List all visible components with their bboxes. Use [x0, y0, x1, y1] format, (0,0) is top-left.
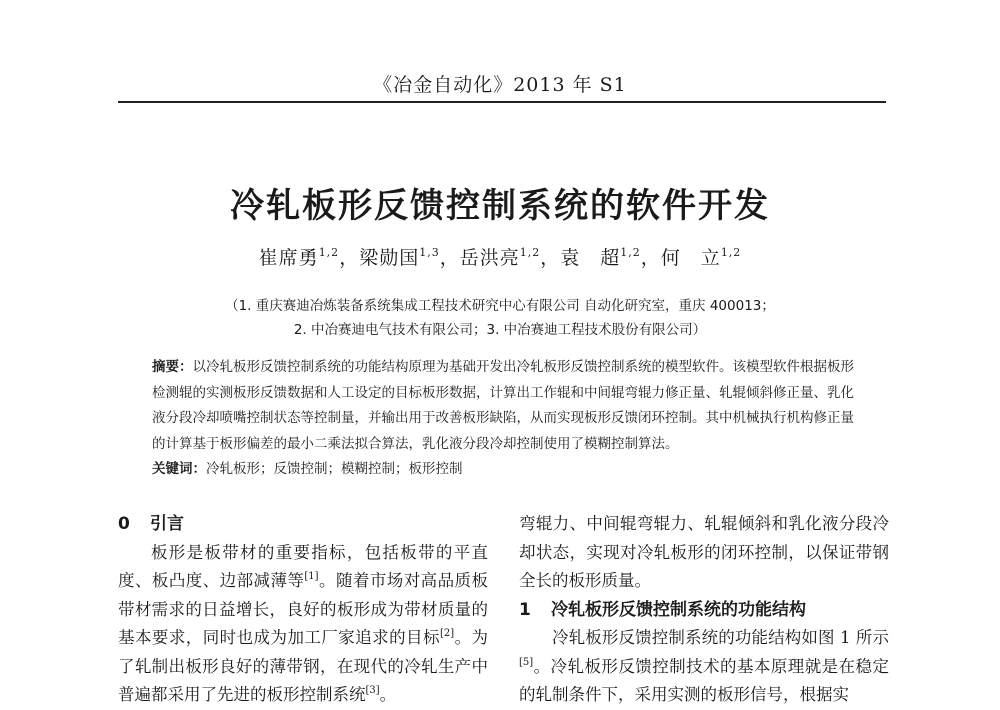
citation-ref: [3]	[365, 685, 380, 696]
citation-ref: [1]	[304, 571, 319, 582]
author-name: 岳洪亮	[459, 247, 520, 269]
abstract-label: 摘要：	[152, 359, 193, 375]
author-separator: ，	[439, 247, 460, 269]
author-affil-sup: 1,2	[519, 246, 541, 259]
intro-text-2: 。随着市场对高品质板带材需求的日益增长，良好的板形成为带材质量的基本要求，同时也成为加工厂家追求的目标	[118, 571, 489, 647]
intro-text-1: 板形是板带材的重要指标，包括板带的平直度、板凸度、边部减薄等	[118, 542, 488, 590]
section-heading-function-structure	[519, 596, 889, 625]
citation-ref: [5]	[519, 656, 534, 668]
section1-paragraph	[519, 624, 889, 710]
author-name: 何 立	[660, 247, 721, 269]
section-number: 0	[118, 514, 130, 534]
author-separator: ，	[540, 247, 561, 269]
continued-paragraph: 弯辊力、中间辊弯辊力、轧辊倾斜和乳化液分段冷却状态，实现对冷轧板形的闭环控制，以保证带钢全长的板形质量。	[519, 514, 889, 590]
abstract	[152, 355, 858, 457]
author-name: 袁 超	[560, 247, 621, 269]
author-name: 崔席勇	[258, 247, 319, 269]
intro-text-3: 。为了轧制出板形良好的薄带钢，在现代的冷轧生产中普遍都采用了先进的板形控制系统	[118, 628, 489, 704]
citation-ref: [2]	[439, 628, 455, 639]
keywords-label: 关键词：	[152, 461, 206, 477]
keywords-text: 冷轧板形；反馈控制；模糊控制；板形控制	[206, 461, 463, 477]
section-heading-introduction	[118, 510, 488, 539]
section1-text-2: 。冷轧板形反馈控制技术的基本原理就是在稳定的轧制条件下，采用实测的板形信号，根据实	[519, 656, 889, 704]
author-separator: ，	[339, 247, 360, 269]
intro-text-4: 。	[379, 685, 397, 704]
affiliation-line-2: 2. 中冶赛迪电气技术有限公司；3. 中冶赛迪工程技术股份有限公司）	[293, 322, 707, 338]
abstract-text: 以冷轧板形反馈控制系统的功能结构原理为基础开发出冷轧板形反馈控制系统的模型软件。该模型软件根据板形检测辊的实测板形反馈数据和人工设定的目标板形数据，计算出工作辊和中间辊弯辊力修正量、轧辊倾斜修正量、乳化液分段冷却喷嘴控制状态等控制量，并输出用于改善板形缺陷，从而实现板形反馈闭环控制。其中机械执行机构修正量的计算基于板形偏差的最小二乘法拟合算法，乳化液分段冷却控制使用了模糊控制算法。	[152, 359, 854, 452]
author-separator: ，	[640, 247, 661, 269]
intro-paragraph	[118, 539, 488, 710]
right-column	[519, 510, 889, 710]
section-title: 引言	[150, 514, 184, 534]
journal-header: 《冶金自动化》2013 年 S1	[373, 74, 627, 96]
affiliation-line-1: （1. 重庆赛迪冶炼装备系统集成工程技术研究中心有限公司 自动化研究室，重庆 400013；	[225, 298, 775, 314]
header-rule	[118, 101, 886, 103]
author-affil-sup: 1,3	[419, 246, 440, 259]
author-affil-sup: 1,2	[620, 246, 641, 259]
author-list	[0, 243, 1000, 270]
author-name: 梁勋国	[359, 247, 420, 269]
left-column	[118, 510, 488, 710]
author-affil-sup: 1,2	[720, 246, 742, 259]
author-affil-sup: 1,2	[318, 246, 340, 259]
keywords	[152, 457, 858, 477]
section-title: 冷轧板形反馈控制系统的功能结构	[551, 599, 806, 620]
section1-text-1: 冷轧板形反馈控制系统的功能结构如图 1 所示	[552, 628, 889, 647]
paper-title: 冷轧板形反馈控制系统的软件开发	[230, 186, 770, 226]
section-number: 1	[519, 599, 531, 620]
